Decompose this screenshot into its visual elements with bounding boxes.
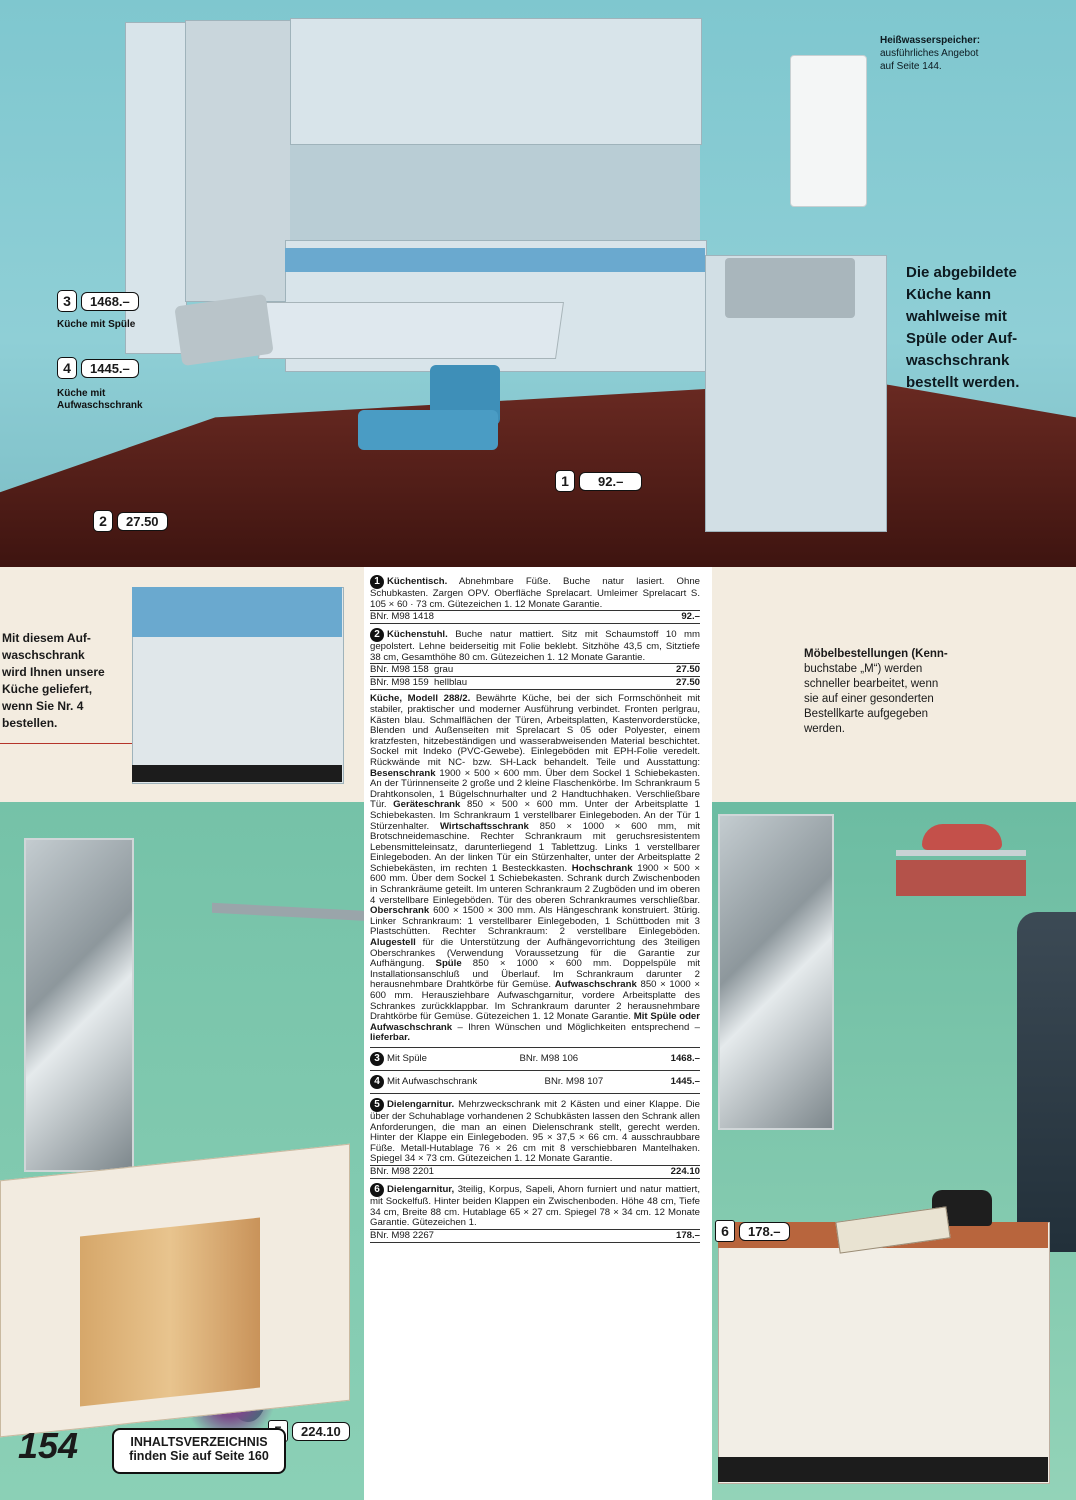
order-number: BNr. M98 2267 <box>370 1229 434 1241</box>
order-row <box>370 611 700 623</box>
hat-rack-shelf <box>212 903 372 921</box>
hat <box>922 824 1002 850</box>
order-row <box>370 1230 700 1242</box>
kitchen-closing-available: lieferbar. <box>370 1032 410 1044</box>
kitchen-title: Küche, Modell 288/2. <box>370 693 471 705</box>
water-heater <box>790 55 867 207</box>
kitchen-closing: Mit Spüle oder Aufwaschschrank <box>370 1011 700 1033</box>
note-line: wird Ihnen unsere <box>2 665 105 679</box>
pointer-line <box>0 743 132 744</box>
note-line: Küche geliefert, <box>2 682 93 696</box>
order-variant: Mit Spüle <box>387 1052 427 1064</box>
divider <box>370 1178 700 1179</box>
order-note-panel <box>712 567 1076 802</box>
item-2-body: Buche natur mattiert. Sitz mit Schaumstoff 10 mm gepolstert. Lehne beiderseitig mit Folie beklebt. Sitzhöhe 43,5 cm, Sitztiefe 38 cm, Gesamthöhe 80 cm. Gütezeichen 1. 12 Monate Garantie. <box>370 629 700 663</box>
note-line: schneller bearbeitet, wenn <box>804 678 939 690</box>
sideboard-wood-panels <box>80 1218 260 1407</box>
item-price-5: 224.10 <box>292 1422 350 1441</box>
item-number-3: 3 <box>57 290 77 312</box>
shoe-cabinet-plinth <box>718 1457 1048 1482</box>
coat <box>1017 912 1076 1252</box>
kitchen-floor <box>0 380 1076 567</box>
caption-kitchen-with-sink: Küche mit Spüle <box>57 319 136 330</box>
hall-photo-right <box>712 802 1076 1500</box>
order-price: 27.50 <box>675 664 700 676</box>
part-name: Geräteschrank <box>393 799 461 811</box>
part-name: Wirtschaftsschrank <box>439 820 529 832</box>
water-heater-caption-line: auf Seite 144. <box>880 61 942 72</box>
item-5-title: Dielengarnitur. <box>387 1098 455 1110</box>
part-name: Aufwaschschrank <box>554 979 637 991</box>
order-number: BNr. M98 158 <box>370 664 429 676</box>
hall-photo-left <box>0 802 364 1500</box>
sink-basin <box>725 258 855 318</box>
item-2-number: 2 <box>370 628 384 642</box>
item-price-2: 27.50 <box>117 512 168 531</box>
part-name: Alugestell <box>370 937 416 949</box>
part-name: Oberschrank <box>370 905 430 917</box>
item-5-number: 5 <box>370 1098 384 1112</box>
item-price-4: 1445.– <box>81 359 139 378</box>
item-6-body: 3teilig, Korpus, Sapeli, Ahorn furniert und natur mattiert, mit Sockelfuß. Hinter beiden Klappen ein Zwischenboden. Höhe 48 cm, Tiefe 34 cm, Breite 88 cm. Hutablage 65 × 27 cm. Spiegel 78 × 34 cm. 12 Monate Garantie. Gütezeichen 1. <box>370 1183 700 1229</box>
chair-grey <box>174 294 273 366</box>
note-line: Mit diesem Auf- <box>2 631 91 645</box>
item-6-description <box>370 1183 700 1229</box>
water-heater-caption <box>880 34 1070 73</box>
washup-cabinet-plinth <box>132 765 342 782</box>
washup-cabinet-panel <box>0 567 364 802</box>
note-line: Möbelbestellungen (Kenn- <box>804 648 948 660</box>
index-reference-title: INHALTSVERZEICHNIS <box>130 1435 268 1449</box>
divider <box>370 1093 700 1094</box>
order-price: 27.50 <box>675 677 700 689</box>
water-heater-caption-title: Heißwasserspeicher: <box>880 35 981 46</box>
order-row <box>370 1166 700 1178</box>
part-name: Besenschrank <box>370 767 436 779</box>
kitchen-backwall <box>290 145 700 240</box>
note-line: bestellen. <box>2 716 58 730</box>
index-reference-page: finden Sie auf Seite 160 <box>129 1449 269 1463</box>
shoe-cabinet <box>718 1222 1050 1484</box>
part-text: für die Unterstützung der Aufhängevorrichtung des 3teiligen Oberschrankes (Verwendung Voraussetzung für die Garantie zur Aufhängung. <box>370 937 700 970</box>
order-price: 1445.– <box>670 1075 700 1087</box>
order-row <box>370 1071 700 1093</box>
item-5-body: Mehrzweckschrank mit 2 Kästen und einer Klappe. Die über der Schuhablage vorhandenen 2 Schubkästen lassen den Schrank allen Anforderungen, die man an einen Dielenschrank stellt, gerecht werden. Hinter der Klappe ein Einlegeboden. 95 × 37,5 × 66 cm. 4 ausschraubbare Füße. Metall-Hutablage 76 × 26 cm mit 8 verschiebbaren Mantelhaken. Spiegel 34 × 73 cm. Gütezeichen 1. 12 Monate Garantie. <box>370 1098 700 1165</box>
note-line: bestellt werden. <box>906 374 1020 391</box>
note-line: Küche kann <box>906 286 992 303</box>
note-line: waschschrank <box>906 352 1010 369</box>
note-line: Spüle oder Auf- <box>906 330 1018 347</box>
order-variant: hellblau <box>434 677 468 689</box>
description-column <box>364 567 712 1500</box>
item-1-description <box>370 575 700 610</box>
item-price-6: 178.– <box>739 1222 790 1241</box>
mirror-right <box>718 814 834 1130</box>
item-price-1: 92.– <box>579 472 642 491</box>
broom-cabinet <box>185 20 292 302</box>
page-number: 154 <box>18 1425 79 1466</box>
washup-cabinet-note <box>2 630 122 732</box>
kitchen-description <box>370 694 700 1044</box>
order-row <box>370 677 700 689</box>
item-number-6: 6 <box>715 1220 735 1242</box>
order-price: 224.10 <box>670 1165 700 1177</box>
order-item-number: 4 <box>370 1075 384 1089</box>
part-text: 600 × 1500 × 300 mm. Als Hängeschrank konstruiert. 3türig. Linker Schrankraum: 1 verstellbarer Einlegeboden, 1 Schüttboden mit 3 Plastschütten. Rechter Schrankraum: 2 verstellbare Einlegeböden. <box>370 905 700 938</box>
part-text: 850 × 1000 × 600 mm. Doppelspüle mit Installationsanschluß und Überlauf. Im Schrankraum darunter 2 herausnehmbare Drahtkörbe für Gemüse. <box>370 958 700 991</box>
order-variant: Mit Aufwaschschrank <box>387 1075 478 1087</box>
item-number-1: 1 <box>555 470 575 492</box>
order-price: 92.– <box>681 611 700 623</box>
mirror-left <box>24 838 134 1172</box>
part-name: Hochschrank <box>571 862 633 874</box>
part-text: 850 × 1000 × 600 mm, mit Brotschneidemaschine. Rechter Schrankraum mit geruchsresistentem Lebensmitteleinsatz, darunterliegend 1 Tablettzug. Links 1 verstellbarer Einlegeboden. An der linken Tür ein Stürzenhalter, unter der Arbeitsplatte 2 Schiebekästen, im rechten 1 Besteckkasten. <box>370 820 700 874</box>
blue-drawer-strip <box>285 248 705 272</box>
item-1-body: Abnehmbare Füße. Buche natur lasiert. Ohne Schubkasten. Zargen OPV. Oberfläche Sprelacart. Umleimer Sprelacart S. 105 × 60 · 73 cm. Gütezeichen 1. 12 Monate Garantie. <box>370 576 700 610</box>
note-line: buchstabe „M“) werden <box>804 663 923 675</box>
order-variant: grau <box>434 664 454 676</box>
price-tag-3 <box>57 290 139 312</box>
kitchen-variant-note <box>906 262 1071 394</box>
note-line: wahlweise mit <box>906 308 1007 325</box>
divider <box>370 1242 700 1243</box>
kitchen-body: Bewährte Küche, bei der sich Formschönheit mit stabiler, praktischer und moderner Ausführung verbindet. Fronten perlgrau, Kästen blau. Schmalflächen der Türen, Arbeitsplatten, Kastenvorderstücke, Blenden und Außenseiten mit Sprelacart S 05 oder Polyester, einem kratzfesten, hitzebeständigen und wasserabweisenden Material beschichtet. Sockel mit Indeko (PVC-Gewebe). Einlegeböden mit EPH-Folie veredelt. Rückwände mit NC- bzw. SH-Lack behandelt. Teile und Ausstattung: <box>370 693 700 768</box>
order-number: BNr. M98 2201 <box>370 1165 434 1177</box>
item-2-title: Küchenstuhl. <box>387 629 448 641</box>
part-text: 850 × 1000 × 600 mm. Herausziehbare Aufwaschgarnitur, vordere Arbeitsplatte des Schrankes zurückklappbar. Im Schrankraum darunter 2 herausnehmbare Drahtkörbe für Gemüse. Gütezeichen 1. 12 Monate Garantie. <box>370 979 700 1023</box>
coat-hook-board <box>896 860 1026 896</box>
note-line: Die abgebildete <box>906 264 1017 281</box>
divider <box>370 689 700 690</box>
order-row <box>370 1048 700 1070</box>
order-item-number: 3 <box>370 1052 384 1066</box>
order-row <box>370 664 700 676</box>
item-price-3: 1468.– <box>81 292 139 311</box>
part-text: 850 × 500 × 600 mm. Unter der Arbeitsplatte 1 Schiebekasten. Im Schrankraum 1 verstellbarer Einlegeboden. An der Tür 1 Stürzenhalter. <box>370 799 701 832</box>
item-6-number: 6 <box>370 1183 384 1197</box>
note-line: wenn Sie Nr. 4 <box>2 699 84 713</box>
order-number: BNr. M98 107 <box>544 1075 604 1087</box>
index-reference-box[interactable] <box>112 1428 286 1474</box>
note-line: waschschrank <box>2 648 85 662</box>
item-1-number: 1 <box>370 575 384 589</box>
item-5-description <box>370 1098 700 1165</box>
order-number: BNr. M98 1418 <box>370 611 434 623</box>
price-tag-1 <box>555 470 642 492</box>
part-name: Spüle <box>435 958 462 970</box>
kitchen-photo <box>0 0 1076 567</box>
price-tag-2 <box>93 510 168 532</box>
order-price: 178.– <box>675 1229 700 1241</box>
chair-blue-seat <box>358 410 498 450</box>
item-6-title: Dielengarnitur, <box>387 1183 455 1195</box>
note-line: Bestellkarte aufgegeben <box>804 708 929 720</box>
note-line: sie auf einer gesonderten <box>804 693 934 705</box>
washup-cabinet-top <box>132 587 342 637</box>
item-1-title: Küchentisch. <box>387 576 448 587</box>
order-price: 1468.– <box>670 1052 700 1064</box>
item-number-2: 2 <box>93 510 113 532</box>
divider <box>370 623 700 624</box>
upper-cabinet <box>290 18 702 145</box>
hat-shelf <box>896 850 1026 856</box>
order-number: BNr. M98 106 <box>519 1052 579 1064</box>
part-text: 1900 × 500 × 600 mm. Über dem Sockel 1 Schiebekasten. An der Türinnenseite 2 große und 2 kleine Flaschenkörbe. Im Schrankraum 5 Drahtkonsolen, 1 Bügelschnurhalter und 2 Handtuchhaken. Verschließbare Tür. <box>370 767 700 811</box>
price-tag-4 <box>57 357 139 379</box>
kitchen-table <box>258 302 564 359</box>
part-text: 1900 × 500 × 600 mm. Über dem Sockel 1 Schiebekasten. Schrank durch Zwischenboden in Schrankräume geteilt. Im unteren Schrankraum 2 Zugböden und im oberen 4 verstellbare Einlegeböden. Tür des oberen Schrankraumes verschließbar. <box>370 862 700 906</box>
note-line: werden. <box>804 723 845 735</box>
description-body <box>370 575 700 1243</box>
item-2-description <box>370 628 700 663</box>
order-number: BNr. M98 159 <box>370 677 429 689</box>
caption-kitchen-with-washup: Küche mit Aufwaschschrank <box>57 388 143 411</box>
order-note <box>804 647 990 737</box>
item-number-4: 4 <box>57 357 77 379</box>
price-tag-6 <box>715 1220 790 1242</box>
water-heater-caption-line: ausführliches Angebot <box>880 48 979 59</box>
kitchen-closing-text: – Ihren Wünschen und Möglichkeiten entsprechend – <box>457 1021 700 1033</box>
